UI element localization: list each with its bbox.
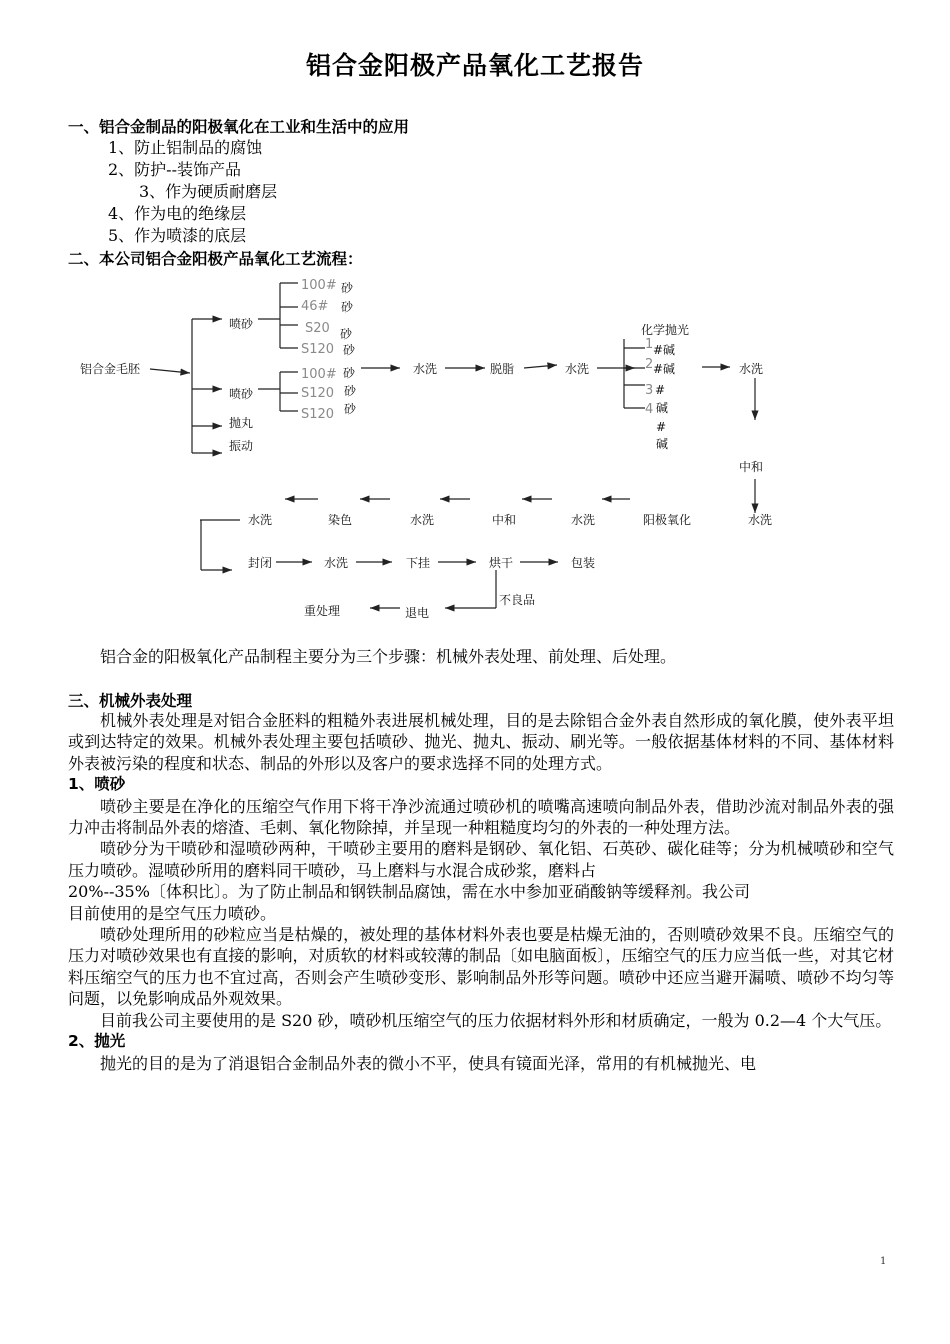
flow-branch-vibration: 振动 [229, 439, 254, 453]
alkali-unit: 碱 [656, 401, 669, 415]
sand-unit: 砂 [343, 366, 356, 380]
sand-grade: S20 [305, 321, 330, 336]
section2-heading: 二、本公司铝合金阳极产品氧化工艺流程： [68, 250, 363, 268]
alkali-number: 2 [645, 357, 654, 372]
flow-neutralize: 中和 [739, 460, 764, 474]
flow-anodize: 阳极氧化 [643, 513, 692, 527]
flow-branch-shot: 抛丸 [229, 416, 254, 430]
flow-start: 铝合金毛胚 [80, 362, 141, 376]
section1-heading: 一、铝合金制品的阳极氧化在工业和生活中的应用 [68, 118, 410, 136]
flow-neutralize: 中和 [492, 513, 517, 527]
list-item: 3、作为硬质耐磨层 [139, 182, 278, 201]
flow-wash: 水洗 [413, 362, 438, 376]
flow-wash: 水洗 [248, 513, 273, 527]
flow-branch-sandblast-2: 喷砂 [229, 387, 254, 401]
flow-hang-off: 下挂 [406, 556, 431, 570]
sand-unit: 砂 [344, 402, 357, 416]
sand-unit: 砂 [340, 327, 353, 341]
sand-grade: 100# [301, 278, 337, 293]
flow-pack: 包装 [571, 556, 596, 570]
section3-heading: 三、机械外表处理 [68, 692, 193, 710]
flow-wash: 水洗 [739, 362, 764, 376]
page-title: 铝合金阳极产品氧化工艺报告 [305, 51, 644, 80]
alkali-number: 4 [645, 402, 654, 417]
sand-unit: 砂 [344, 384, 357, 398]
sand-unit: 砂 [341, 281, 354, 295]
alkali-unit: 碱 [656, 437, 669, 451]
flow-wash: 水洗 [748, 513, 773, 527]
flow-strip: 退电 [405, 606, 430, 620]
process-flow-diagram [0, 275, 950, 630]
flow-degrease: 脱脂 [490, 362, 515, 376]
list-item: 2、防护--装饰产品 [108, 160, 241, 179]
flow-seal: 封闭 [248, 556, 273, 570]
flow-defect: 不良品 [499, 593, 536, 607]
list-item: 1、防止铝制品的腐蚀 [108, 138, 263, 157]
sand-grade: S120 [301, 407, 335, 422]
flow-wash: 水洗 [565, 362, 590, 376]
paragraph: 机械外表处理是对铝合金胚料的粗糙外表进展机械处理，目的是去除铝合金外表自然形成的氧化膜，使外表平坦或到达特定的效果。机械外表处理主要包括喷砂、抛光、抛丸、振动、刷光等。一般依据基体材料的不同、基体材料外表被污染的程度和状态、制品的外形以及客户的要求选择不同的处理方式。 [68, 711, 894, 773]
paragraph: 目前我公司主要使用的是 S20 砂，喷砂机压缩空气的压力依据材料外形和材质确定，一般为 0.2—4 个大气压。 [100, 1010, 892, 1030]
list-item: 4、作为电的绝缘层 [108, 204, 247, 223]
paragraph: 抛光的目的是为了消退铝合金制品外表的微小不平，使具有镜面光泽，常用的有机械抛光、电 [100, 1053, 757, 1073]
paragraph: 喷砂分为干喷砂和湿喷砂两种，干喷砂主要用的磨料是钢砂、氧化铝、石英砂、碳化硅等；分为机械喷砂和空气压力喷砂。湿喷砂所用的磨料同干喷砂，马上磨料与水混合成砂浆，磨料占 [68, 839, 894, 880]
sand-unit: 砂 [341, 300, 354, 314]
flow-chem-polish: 化学抛光 [641, 323, 690, 337]
paragraph: 喷砂主要是在净化的压缩空气作用下将干净沙流通过喷砂机的喷嘴高速喷向制品外表，借助沙流对制品外表的强力冲击将制品外表的熔渣、毛刺、氧化物除掉，并呈现一种粗糙度均匀的外表的一种处理方法。 [68, 796, 894, 838]
flow-dry: 烘干 [489, 556, 514, 570]
alkali-number: 3 [645, 383, 654, 398]
flow-wash: 水洗 [571, 513, 596, 527]
paragraph: 20%--35%〔体积比〕。为了防止制品和钢铁制品腐蚀，需在水中参加亚硝酸钠等缓释剂。我公司 [68, 882, 750, 902]
sand-unit: 砂 [343, 343, 356, 357]
flow-wash: 水洗 [410, 513, 435, 527]
paragraph: 喷砂处理所用的砂粒应当是枯燥的，被处理的基体材料外表也要是枯燥无油的，否则喷砂效果不良。压缩空气的压力对喷砂效果也有直接的影响，对质软的材料或较薄的制品〔如电脑面板〕，压缩空气的压力应当低一些，对其它材料压缩空气的压力也不宜过高，否则会产生喷砂变形、影响制品外形等问题。喷砂中还应当避开漏喷、喷砂不均匀等问题，以免影响成品外观效果。 [68, 925, 894, 1009]
alkali-hash: # [655, 383, 666, 397]
flow-branch-sandblast: 喷砂 [229, 317, 254, 331]
alkali-number: 1 [645, 337, 654, 352]
alkali-unit: #碱 [653, 362, 676, 376]
sand-grade: 100# [301, 367, 337, 382]
sand-grade: 46# [301, 299, 329, 314]
section3-body [68, 710, 894, 1074]
paragraph: 目前使用的是空气压力喷砂。 [68, 903, 277, 923]
subsection-heading: 1、喷砂 [68, 775, 126, 794]
alkali-unit: #碱 [653, 343, 676, 357]
alkali-hash: # [656, 420, 667, 434]
sand-grade: S120 [301, 386, 335, 401]
flow-wash: 水洗 [324, 556, 349, 570]
page-number: 1 [880, 1256, 887, 1267]
sand-grade: S120 [301, 342, 335, 357]
flow-dye: 染色 [328, 513, 353, 527]
list-item: 5、作为喷漆的底层 [108, 226, 247, 245]
subsection-heading: 2、抛光 [68, 1032, 126, 1051]
flow-rework: 重处理 [304, 604, 341, 618]
process-summary: 铝合金的阳极氧化产品制程主要分为三个步骤：机械外表处理、前处理、后处理。 [100, 647, 677, 666]
